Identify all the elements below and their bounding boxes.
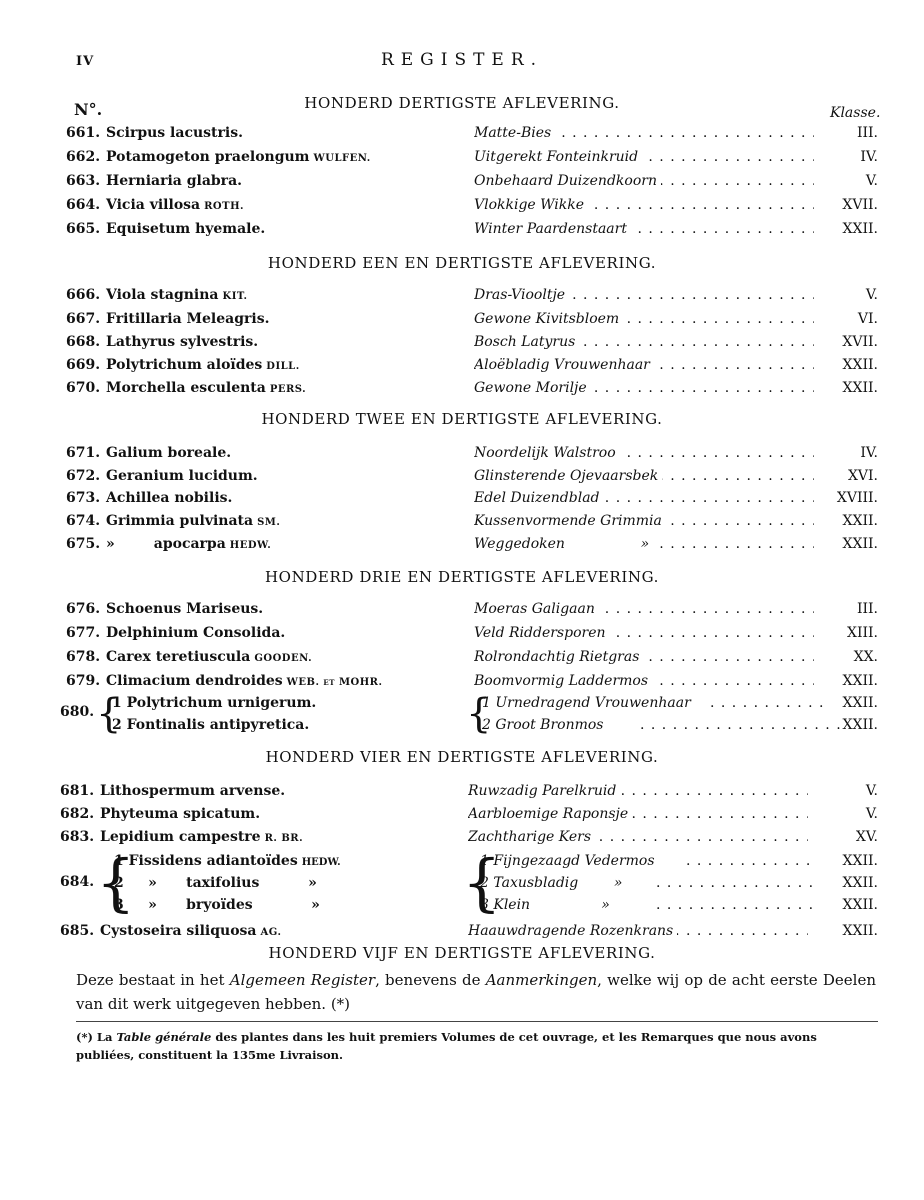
entry-number: 661.: [66, 125, 101, 141]
entry-number: 669.: [66, 357, 101, 373]
klasse-value: XXII.: [842, 875, 878, 891]
latin-name: Viola stagnina KIT.: [106, 287, 248, 303]
dutch-name: Uitgerekt Fonteinkruid . . .: [474, 146, 814, 168]
klasse-value: XIII.: [820, 622, 878, 644]
entry-number: 664.: [66, 197, 101, 213]
entry-number: 667.: [66, 311, 101, 327]
entry-number: 671.: [66, 445, 101, 461]
klasse-value: V.: [820, 170, 878, 192]
klasse-value: VI.: [820, 308, 878, 330]
klasse-value: XXII.: [820, 670, 878, 692]
latin-name: 2 » taxifolius »: [114, 875, 317, 891]
klasse-value: III.: [820, 122, 878, 144]
latin-name: Galium boreale.: [106, 445, 232, 461]
entry-row: [0, 670, 924, 692]
section-heading: HONDERD TWEE EN DERTIGSTE AFLEVERING.: [261, 410, 663, 428]
number-column-label: N°.: [74, 100, 103, 119]
dutch-name: Vlokkige Wikke . . .: [474, 194, 814, 216]
dutch-name: 1 Urnedragend Vrouwenhaar: [482, 695, 691, 711]
entry-group: [0, 692, 924, 738]
latin-name: Lepidium campestre R. BR.: [100, 829, 304, 845]
entry-number: 679.: [66, 673, 101, 689]
latin-name: Lithospermum arvense.: [100, 783, 286, 799]
klasse-value: III.: [820, 598, 878, 620]
klasse-value: XXII.: [842, 717, 878, 733]
entry-number: 683.: [60, 829, 95, 845]
klasse-value: XXII.: [820, 218, 878, 240]
entry-number: 663.: [66, 173, 101, 189]
klasse-value: XVI.: [820, 465, 878, 487]
latin-name: 1 Polytrichum urnigerum.: [112, 695, 317, 711]
klasse-value: XVII.: [820, 194, 878, 216]
entry-number: 674.: [66, 513, 101, 529]
latin-name: Delphinium Consolida.: [106, 625, 286, 641]
dutch-name: 2 Taxusbladig »: [480, 875, 623, 891]
entry-number: 662.: [66, 149, 101, 165]
entry-number: 668.: [66, 334, 101, 350]
dutch-name: Gewone Morilje . . .: [474, 377, 814, 399]
entry-number: 685.: [60, 923, 95, 939]
latin-name: 2 Fontinalis antipyretica.: [112, 717, 310, 733]
closing-paragraph: Deze bestaat in het Algemeen Register, benevens de Aanmerkingen, welke wij op de acht eerste Deelen van dit werk uitgegeven hebben. (*): [76, 971, 877, 1013]
entry-row: [0, 533, 924, 555]
entry-row: [0, 284, 924, 306]
klasse-column-label: Klasse.: [830, 105, 881, 121]
entry-number: 682.: [60, 806, 95, 822]
entry-row: [0, 377, 924, 399]
entry-row: [0, 308, 924, 330]
entry-row: [0, 465, 924, 487]
klasse-value: XXII.: [820, 377, 878, 399]
entry-number: 665.: [66, 221, 101, 237]
klasse-value: XXII.: [820, 920, 878, 942]
latin-name: 1 Fissidens adiantoïdes HEDW.: [114, 853, 341, 869]
left-brace: {: [96, 691, 122, 737]
dutch-name: Glinsterende Ojevaarsbek . . .: [474, 465, 814, 487]
latin-name: Achillea nobilis.: [106, 490, 233, 506]
klasse-value: XV.: [820, 826, 878, 848]
latin-name: 3 » bryoïdes »: [114, 897, 320, 913]
entry-row: [0, 803, 924, 825]
entry-row: [0, 354, 924, 376]
dutch-name: Boomvormig Laddermos . . .: [474, 670, 814, 692]
latin-name: Herniaria glabra.: [106, 173, 243, 189]
entry-number: 672.: [66, 468, 101, 484]
dutch-name: 1 Fijngezaagd Vedermos: [480, 853, 655, 869]
section-heading: HONDERD DERTIGSTE AFLEVERING.: [304, 94, 620, 112]
entry-number: 680.: [60, 704, 95, 720]
dutch-name: Matte-Bies . . .: [474, 122, 814, 144]
latin-name: » apocarpa HEDW.: [106, 536, 272, 552]
dutch-name: Aarbloemige Raponsje . . .: [468, 803, 808, 825]
klasse-value: V.: [820, 803, 878, 825]
section-heading: HONDERD VIER EN DERTIGSTE AFLEVERING.: [265, 748, 659, 766]
entry-row: [0, 780, 924, 802]
entry-number: 678.: [66, 649, 101, 665]
dutch-name: Weggedoken » . . .: [474, 533, 814, 555]
latin-name: Carex teretiuscula GOODEN.: [106, 649, 313, 665]
leader-dots: . . . . . . . . . . . .: [686, 853, 812, 869]
section-heading: HONDERD EEN EN DERTIGSTE AFLEVERING.: [267, 254, 657, 272]
klasse-value: V.: [820, 780, 878, 802]
dutch-name: Winter Paardenstaart . . .: [474, 218, 814, 240]
entry-row: [0, 442, 924, 464]
leader-dots: . . . . . . . . . . . . . . .: [656, 897, 815, 913]
klasse-value: IV.: [820, 442, 878, 464]
entry-number: 677.: [66, 625, 101, 641]
klasse-value: XXII.: [842, 853, 878, 869]
latin-name: Geranium lucidum.: [106, 468, 258, 484]
klasse-value: XVIII.: [820, 487, 878, 509]
footnote-divider: [76, 1021, 878, 1022]
dutch-name: 3 Klein »: [480, 897, 610, 913]
dutch-name: Gewone Kivitsbloem . . .: [474, 308, 814, 330]
footnote: (*) La Table générale des plantes dans les huit premiers Volumes de cet ouvrage, et les Remarques que nous avons publiées, constituent la 135me Livraison.: [76, 1030, 817, 1062]
leader-dots: . . . . . . . . . . . . . . .: [656, 875, 815, 891]
latin-name: Cystoseira siliquosa AG.: [100, 923, 282, 939]
latin-name: Schoenus Mariseus.: [106, 601, 264, 617]
dutch-name: Zachtharige Kers . . .: [468, 826, 808, 848]
dutch-name: Aloëbladig Vrouwenhaar . . .: [474, 354, 814, 376]
klasse-value: XXII.: [820, 354, 878, 376]
latin-name: Equisetum hyemale.: [106, 221, 266, 237]
latin-name: Phyteuma spicatum.: [100, 806, 261, 822]
left-brace: {: [462, 846, 502, 919]
section-heading: HONDERD DRIE EN DERTIGSTE AFLEVERING.: [265, 568, 659, 586]
entry-row: [0, 622, 924, 644]
dutch-name: 2 Groot Bronmos: [482, 717, 604, 733]
klasse-value: XXII.: [842, 695, 878, 711]
latin-name: Vicia villosa ROTH.: [106, 197, 245, 213]
entry-row: [0, 510, 924, 532]
entry-number: 684.: [60, 874, 95, 890]
entry-row: [0, 194, 924, 216]
entry-row: [0, 920, 924, 942]
entry-number: 681.: [60, 783, 95, 799]
entry-row: [0, 598, 924, 620]
dutch-name: Moeras Galigaan . . .: [474, 598, 814, 620]
section-heading: HONDERD VIJF EN DERTIGSTE AFLEVERING.: [268, 944, 656, 962]
dutch-name: Dras-Viooltje . . .: [474, 284, 814, 306]
left-brace: {: [96, 846, 136, 919]
entry-row: [0, 170, 924, 192]
latin-name: Grimmia pulvinata SM.: [106, 513, 281, 529]
klasse-value: XXII.: [820, 510, 878, 532]
latin-name: Scirpus lacustris.: [106, 125, 243, 141]
entry-row: [0, 487, 924, 509]
dutch-name: Rolrondachtig Rietgras . . .: [474, 646, 814, 668]
leader-dots: . . . . . . . . . . .: [710, 695, 825, 711]
entry-row: [0, 826, 924, 848]
klasse-value: IV.: [820, 146, 878, 168]
dutch-name: Edel Duizendblad . . .: [474, 487, 814, 509]
entry-row: [0, 146, 924, 168]
entry-number: 676.: [66, 601, 101, 617]
latin-name: Morchella esculenta PERS.: [106, 380, 307, 396]
dutch-name: Veld Riddersporen . . .: [474, 622, 814, 644]
entry-number: 670.: [66, 380, 101, 396]
entry-row: [0, 122, 924, 144]
entry-row: [0, 218, 924, 240]
entry-group: [0, 846, 924, 920]
latin-name: Polytrichum aloïdes DILL.: [106, 357, 300, 373]
dutch-name: Bosch Latyrus . . .: [474, 331, 814, 353]
dutch-name: Onbehaard Duizendkoorn . . .: [474, 170, 814, 192]
dutch-name: Ruwzadig Parelkruid . . .: [468, 780, 808, 802]
latin-name: Potamogeton praelongum WULFEN.: [106, 149, 371, 165]
leader-dots: . . . . . . . . . . . . . . . . . . .: [640, 717, 842, 733]
klasse-value: XXII.: [820, 533, 878, 555]
latin-name: Fritillaria Meleagris.: [106, 311, 270, 327]
klasse-value: XXII.: [842, 897, 878, 913]
latin-name: Lathyrus sylvestris.: [106, 334, 259, 350]
klasse-value: XVII.: [820, 331, 878, 353]
dutch-name: Noordelijk Walstroo . . .: [474, 442, 814, 464]
klasse-value: XX.: [820, 646, 878, 668]
page-title: REGISTER.: [380, 50, 544, 70]
entry-number: 675.: [66, 536, 101, 552]
entry-row: [0, 646, 924, 668]
page-number: IV: [76, 54, 95, 69]
left-brace: {: [466, 691, 492, 737]
entry-number: 666.: [66, 287, 101, 303]
klasse-value: V.: [820, 284, 878, 306]
dutch-name: Haauwdragende Rozenkrans . . .: [468, 920, 808, 942]
dutch-name: Kussenvormende Grimmia . . .: [474, 510, 814, 532]
entry-row: [0, 331, 924, 353]
entry-number: 673.: [66, 490, 101, 506]
latin-name: Climacium dendroides WEB. et MOHR.: [106, 673, 383, 689]
